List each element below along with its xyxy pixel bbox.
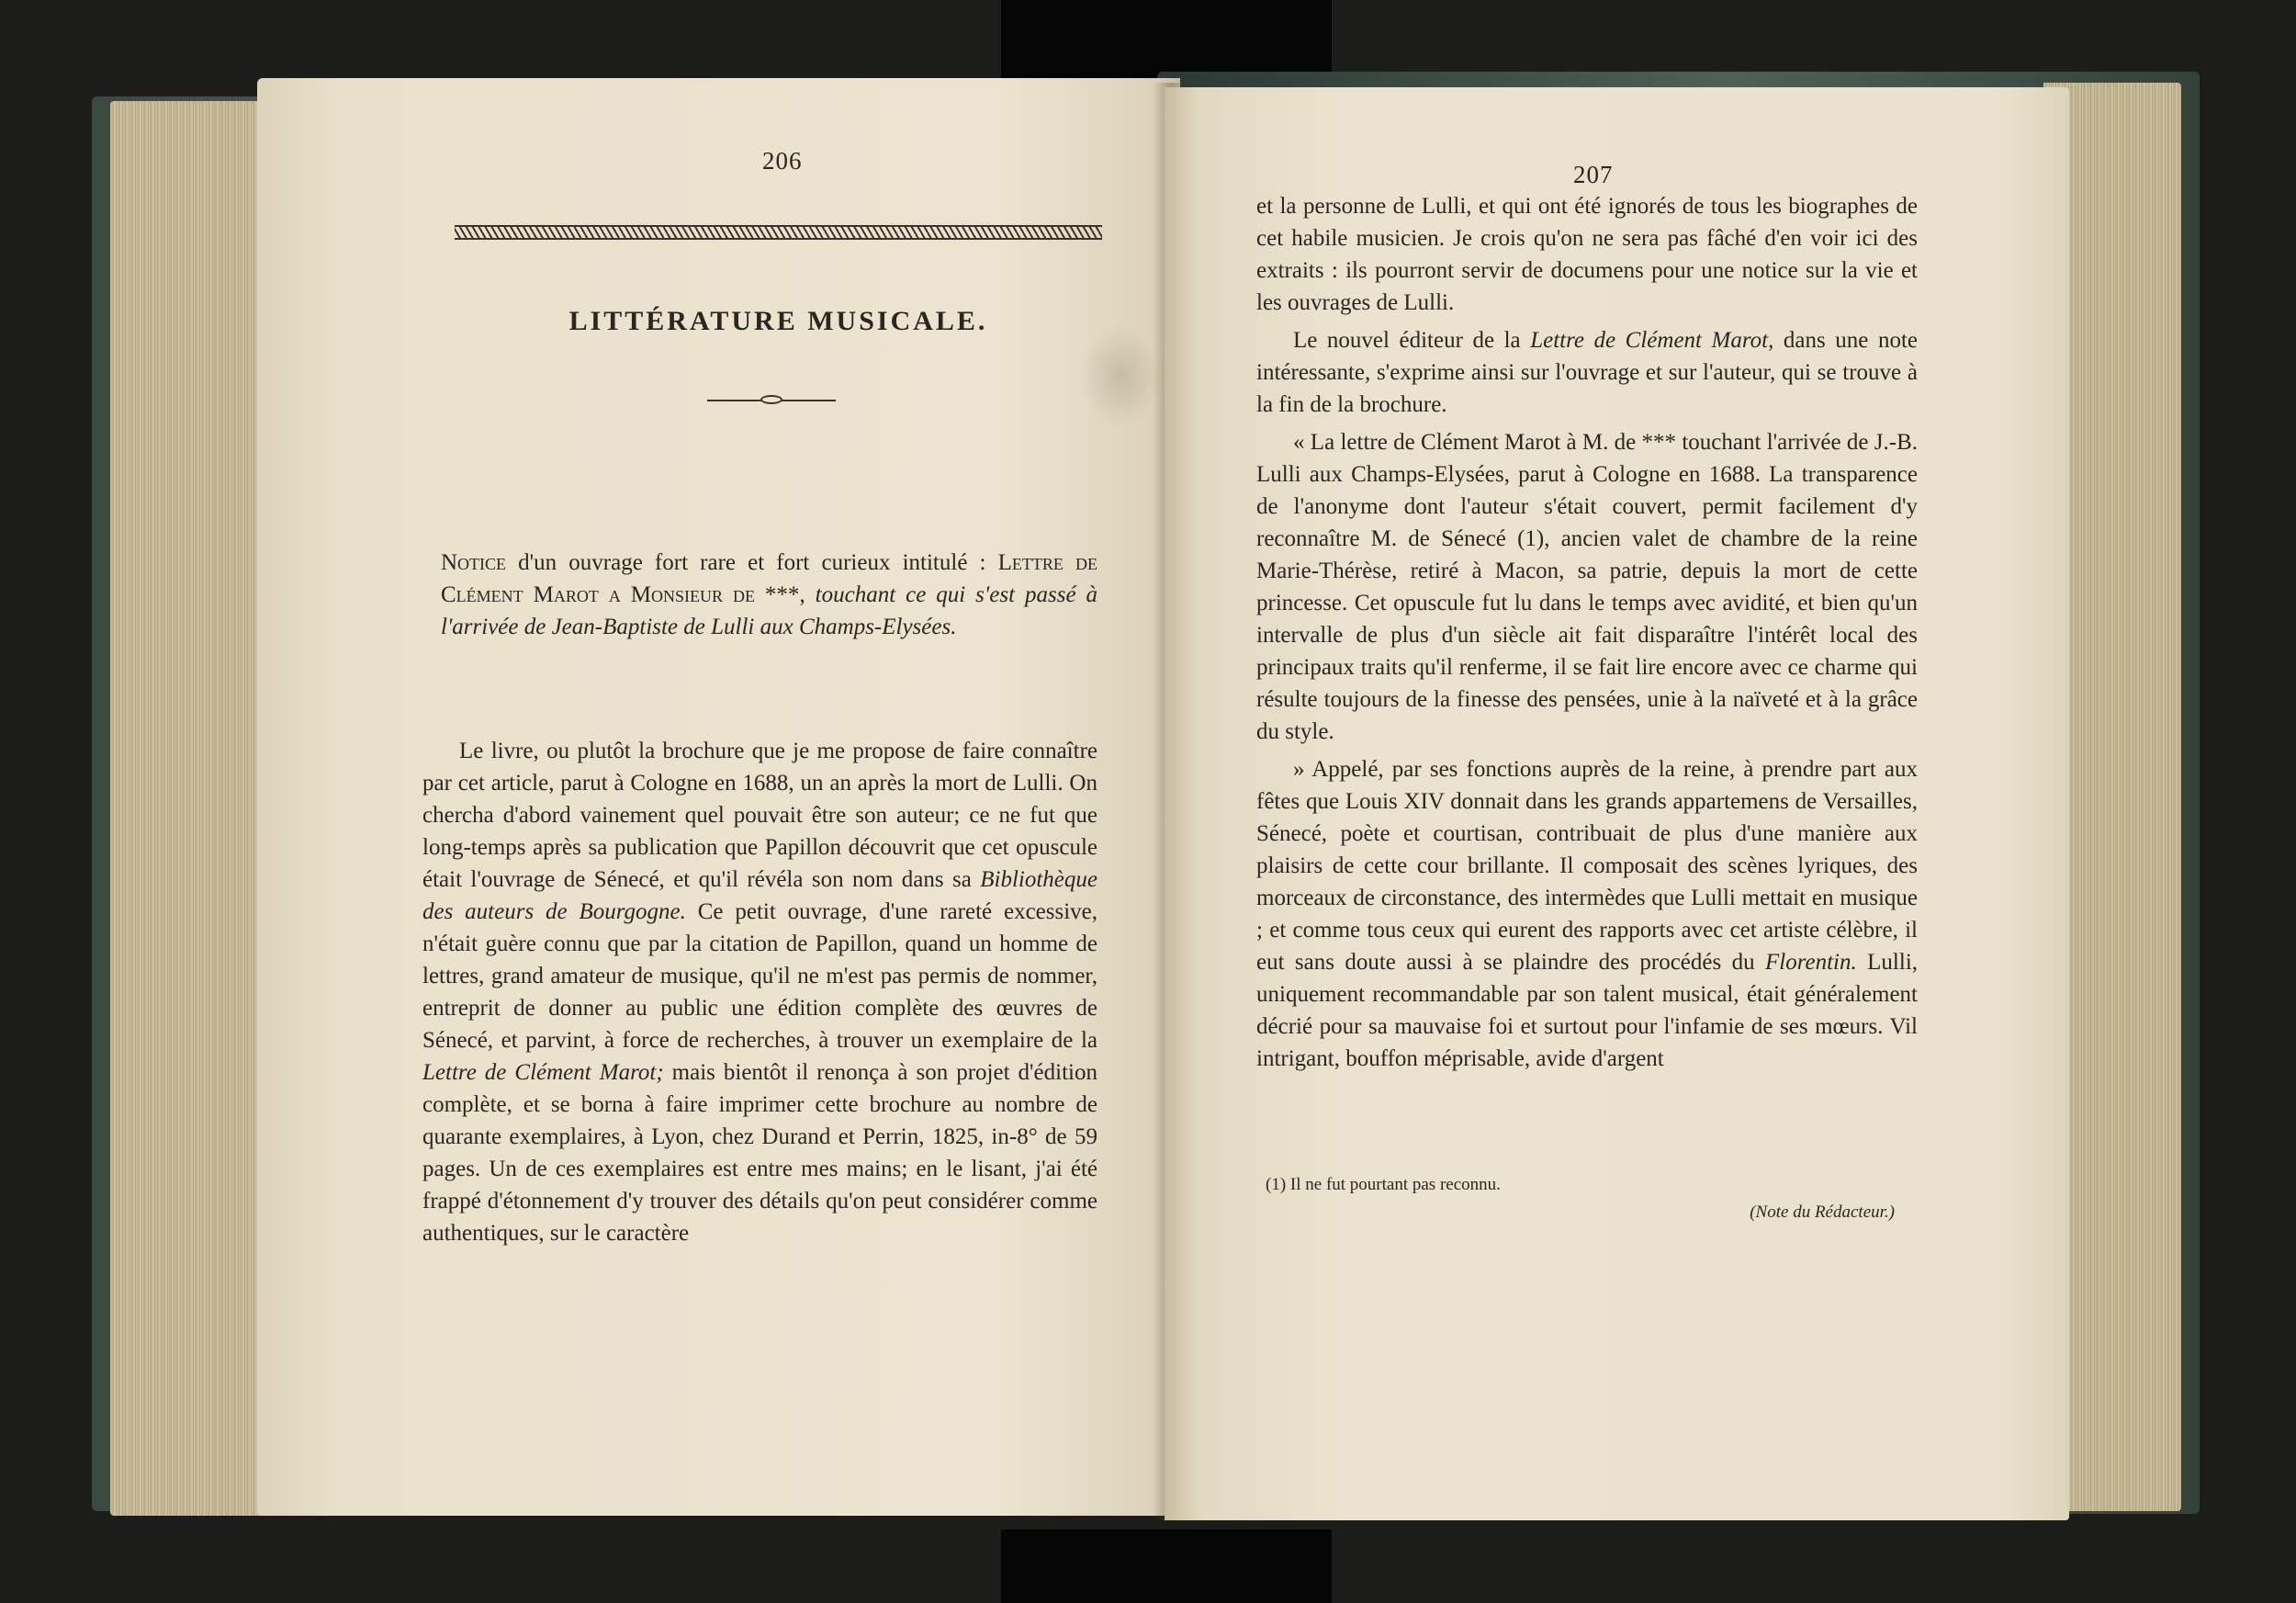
notice-text: , [799,582,816,607]
notice-paragraph [441,547,1097,649]
backdrop [1001,1530,1332,1603]
body-text-run: » Appelé, par ses fonctions auprès de la reine, à prendre part aux fêtes que Louis XIV donnait dans les grands appartemens de Versailles, Sénecé, poète et courtisan, contribuait de plus d'une manière aux plaisirs de cette cour brillante. Il composait des scènes lyriques, des morceaux de circonstance, des intermèdes que Lulli mettait en musique ; et comme tous ceux qui eurent des rapports avec cet artiste célèbre, il eut sans doute aussi à se plaindre des procédés du [1256,757,1918,975]
body-text-run: Ce petit ouvrage, d'une rareté excessive, n'était guère connu que par la citation de Papillon, quand un homme de lettres, grand amateur de musique, qu'il ne m'est pas permis de nommer, entreprit de donner au public une édition complète des œuvres de Sénecé, et parvint, à force de recherches, à trouver un exemplaire de la [422,899,1098,1053]
paragraph: et la personne de Lulli, et qui ont été ignorés de tous les biographes de cet habile musicien. Je crois qu'on ne sera pas fâché d'en voir ici des extraits : ils pourront servir de documens pour une notice sur la vie et les ouvrages de Lulli. [1256,194,1918,315]
right-page [1165,87,2069,1520]
body-text-run: Lulli, uniquement recommandable par son talent musical, était généralement décrié pour sa mauvaise foi et surtout pour l'infamie de ses mœurs. Vil intrigant, bouffon méprisable, avide d'argent [1256,950,1919,1071]
quoted-paragraph [1256,753,1918,1075]
notice-text: d'un ouvrage fort rare et fort curieux intitulé : [506,550,998,575]
section-title: LITTÉRATURE MUSICALE. [568,306,988,336]
ornamental-rule [455,225,1102,240]
page-number: 207 [1573,161,1614,188]
body-text-run: mais bientôt il renonça à son projet d'édition complète, et se borna à faire imprimer cette brochure au nombre de quarante exemplaires, à Lyon, chez Durand et Perrin, 1825, in-8° de 59 pages. Un de ces exemplaires est entre mes mains; en le lisant, j'ai été frappé d'étonnement d'y trouver des détails qu'on peut considérer comme authentiques, sur le caractère [422,1060,1097,1246]
notice-stars: *** [754,582,800,607]
body-text [422,735,1097,1255]
body-italic: Bibliothèque des auteurs de Bourgogne. [422,867,1097,924]
left-page [257,78,1180,1516]
body-text-run: Le livre, ou plutôt la brochure que je me propose de faire connaître par cet article, parut à Cologne en 1688, un an après la mort de Lulli. On chercha d'abord vainement quel pouvait être son auteur; ce ne fut que long-temps après sa publication que Papillon découvrit que cet opuscule était l'ouvrage de Sénecé, et qu'il révéla son nom dans sa [422,739,1097,892]
footnote: (1) Il ne fut pourtant pas reconnu. [1266,1175,1501,1194]
backdrop [1001,0,1332,83]
title-ornament [707,398,836,403]
quoted-paragraph: « La lettre de Clément Marot à M. de *** touchant l'arrivée de J.-B. Lulli aux Champs-Elysées, parut à Cologne en 1688. La transparence de l'anonyme dont l'auteur s'était couvert, permit facilement d'y reconnaître M. de Sénecé (1), ancien valet de chambre de la reine Marie-Thérèse, retiré à Macon, sa patrie, depuis la mort de cette princesse. Cet opuscule fut lu dans le temps avec avidité, et bien qu'un intervalle de plus d'un siècle ait fait disparaître l'intérêt local des principaux traits qu'il renferme, il se fait lire encore avec ce charme qui résulte toujours de la finesse des pensées, unie à la naïveté et à la grâce du style. [1256,430,1918,744]
body-text [1256,190,1918,1080]
notice-title: Lettre de Clément Marot a Monsieur de [441,550,1097,607]
body-italic: Lettre de Clément Marot; [422,1060,664,1085]
page-number: 206 [762,147,803,175]
notice-title-italic: touchant ce qui s'est passé à l'arrivée de Jean-Baptiste de Lulli aux Champs-Elysées. [441,582,1097,639]
paragraph [1256,324,1918,421]
notice-lead: Notice [441,550,507,575]
body-italic: Florentin. [1765,950,1857,975]
footnotes [1266,1171,1922,1226]
footnote-credit: (Note du Rédacteur.) [1750,1202,1895,1222]
body-text-run: Le nouvel éditeur de la [1293,328,1531,353]
paper-stain [1079,326,1162,427]
body-italic: Lettre de Clément Marot [1530,328,1769,353]
body-text-run: , dans une note intéressante, s'exprime ainsi sur l'ouvrage et sur l'auteur, qui se trouve à la fin de la brochure. [1256,328,1918,417]
